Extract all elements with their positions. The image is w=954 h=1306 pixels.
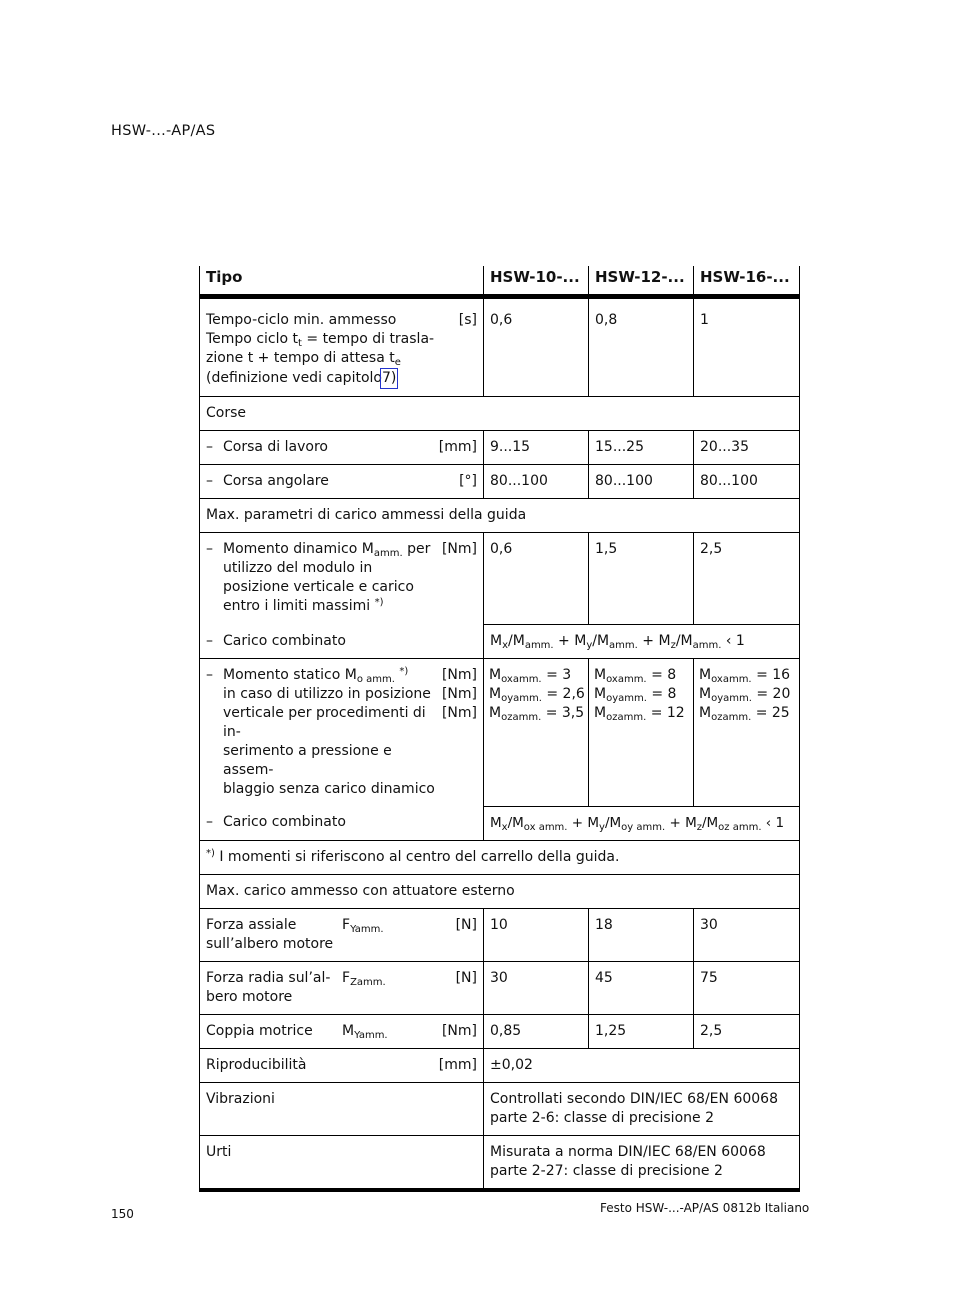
table-cell: $M_{oxamm.} = 8$ $M_{oyamm.} = 8$ $M_{ozamm.} = 12$ <box>589 659 694 807</box>
table-cell: 9...15 <box>484 431 589 465</box>
table-row-forza-radiale: Forza radia sul’al- bero motoreF$_{Zamm.}$ [N] 30 45 75 <box>200 961 800 1014</box>
table-cell: 0,6 <box>484 297 589 397</box>
table-row-momento-dinamico: – Momento dinamico $M_{amm.}$ per utilizzo del modulo in posizione verticale e carico entro i limiti massimi *) [Nm] 0,6 1,5 2,5 <box>200 533 800 625</box>
formula-combinato-2: $M_x/M_{ox amm.} + M_y/M_{oy amm.} + M_z/M_{oz amm.}$ ‹ 1 <box>484 806 800 840</box>
chapter-link[interactable]: 7) <box>380 368 398 389</box>
table-cell: 1,5 <box>589 533 694 625</box>
table-cell: 80...100 <box>589 465 694 499</box>
table-row-momento-statico: – Momento statico $M_{o amm.}$ *) in caso di utilizzo in posizione verticale per procedimenti di in- serimento a pressione e assem- blaggio senza carico dinamico [Nm] [Nm] [Nm] $M_{oxamm.} = 3$ $M_{oyamm.} = 2,6$ $M_{ozamm.} = 3,5$ $M_{oxamm.} = 8$ $M_{oyamm.} = 8$ $M_{ozamm.} = 12$ $M_{oxamm.} = 16$ $M_{oyamm.} = 20$ $M_{ozamm.} = 25$ <box>200 659 800 807</box>
table-cell: 30 <box>484 961 589 1014</box>
table-row-attuatore-title <box>200 874 800 908</box>
table-row-carico-combinato-1: – Carico combinato $M_x/M_{amm.} + M_y/M_{amm.} + M_z/M_{amm.}$ ‹ 1 <box>200 625 800 659</box>
table-cell: 20...35 <box>694 431 800 465</box>
table-row-corsa-angolare: – Corsa angolare [°] 80...100 80...100 80...100 <box>200 465 800 499</box>
table-cell: 0,8 <box>589 297 694 397</box>
col-header-tipo: Tipo <box>200 266 484 297</box>
table-row-corsa-lavoro: – Corsa di lavoro [mm] 9...15 15...25 20...35 <box>200 431 800 465</box>
table-cell: 2,5 <box>694 533 800 625</box>
table-row-tempo-ciclo <box>200 297 800 397</box>
technical-data-table <box>199 266 800 1192</box>
table-cell: 2,5 <box>694 1014 800 1048</box>
table-cell: 80...100 <box>694 465 800 499</box>
table-row-carico-combinato-2: – Carico combinato $M_x/M_{ox amm.} + M_y/M_{oy amm.} + M_z/M_{oz amm.}$ ‹ 1 <box>200 806 800 840</box>
table-row-carico-guida-title <box>200 499 800 533</box>
footnote: *) I momenti si riferiscono al centro del carrello della guida. <box>200 840 800 874</box>
table-cell: 80...100 <box>484 465 589 499</box>
section-title: Corse <box>200 397 800 431</box>
table-row-nota <box>200 840 800 874</box>
table-cell: 45 <box>589 961 694 1014</box>
formula-combinato-1: $M_x/M_{amm.} + M_y/M_{amm.} + M_z/M_{amm.}$ ‹ 1 <box>484 625 800 659</box>
table-header-row <box>200 266 800 297</box>
table-cell: 30 <box>694 908 800 961</box>
table-cell: 1,25 <box>589 1014 694 1048</box>
table-cell: 0,6 <box>484 533 589 625</box>
page-header-title: HSW-...-AP/AS <box>111 123 216 139</box>
table-cell: 1 <box>694 297 800 397</box>
table-cell: 18 <box>589 908 694 961</box>
section-title: Max. parametri di carico ammessi della guida <box>200 499 800 533</box>
table-row-urti: Urti Misurata a norma DIN/IEC 68/EN 60068 parte 2-27: classe di precisione 2 <box>200 1135 800 1190</box>
col-header-hsw16: HSW-16-... <box>694 266 800 297</box>
col-header-hsw12: HSW-12-... <box>589 266 694 297</box>
table-row-coppia-motrice: Coppia motrice $M_{Yamm.}$ [Nm] 0,85 1,25 2,5 <box>200 1014 800 1048</box>
page-number: 150 <box>111 1207 134 1221</box>
table-cell: ±0,02 <box>484 1048 800 1082</box>
table-cell: $M_{oxamm.} = 16$ $M_{oyamm.} = 20$ $M_{ozamm.} = 25$ <box>694 659 800 807</box>
col-header-hsw10: HSW-10-... <box>484 266 589 297</box>
footer-doc-ref: Festo HSW-...-AP/AS 0812b Italiano <box>600 1201 810 1215</box>
table-cell: Misurata a norma DIN/IEC 68/EN 60068 parte 2-27: classe di precisione 2 <box>484 1135 800 1190</box>
section-title: Max. carico ammesso con attuatore esterno <box>200 874 800 908</box>
table-cell: 0,85 <box>484 1014 589 1048</box>
table-row-forza-assiale: Forza assiale sull’albero motoreF$_{Yamm.}$ [N] 10 18 30 <box>200 908 800 961</box>
table-cell: Controllati secondo DIN/IEC 68/EN 60068 parte 2-6: classe di precisione 2 <box>484 1082 800 1135</box>
table-row-riproducibilita: Riproducibilità [mm] ±0,02 <box>200 1048 800 1082</box>
unit-s: [s] <box>458 312 477 328</box>
table-cell: $M_{oxamm.} = 3$ $M_{oyamm.} = 2,6$ $M_{ozamm.} = 3,5$ <box>484 659 589 807</box>
tempo-ciclo-label: Tempo-ciclo min. ammesso [s] Tempo ciclo $t_t$ = tempo di trasla- zione t + tempo di attesa $t_e$ (definizione vedi capitolo7) <box>200 297 484 397</box>
table-cell: 10 <box>484 908 589 961</box>
table-cell: 75 <box>694 961 800 1014</box>
table-row-corse-title <box>200 397 800 431</box>
table-row-vibrazioni: Vibrazioni Controllati secondo DIN/IEC 68/EN 60068 parte 2-6: classe di precisione 2 <box>200 1082 800 1135</box>
table-cell: 15...25 <box>589 431 694 465</box>
